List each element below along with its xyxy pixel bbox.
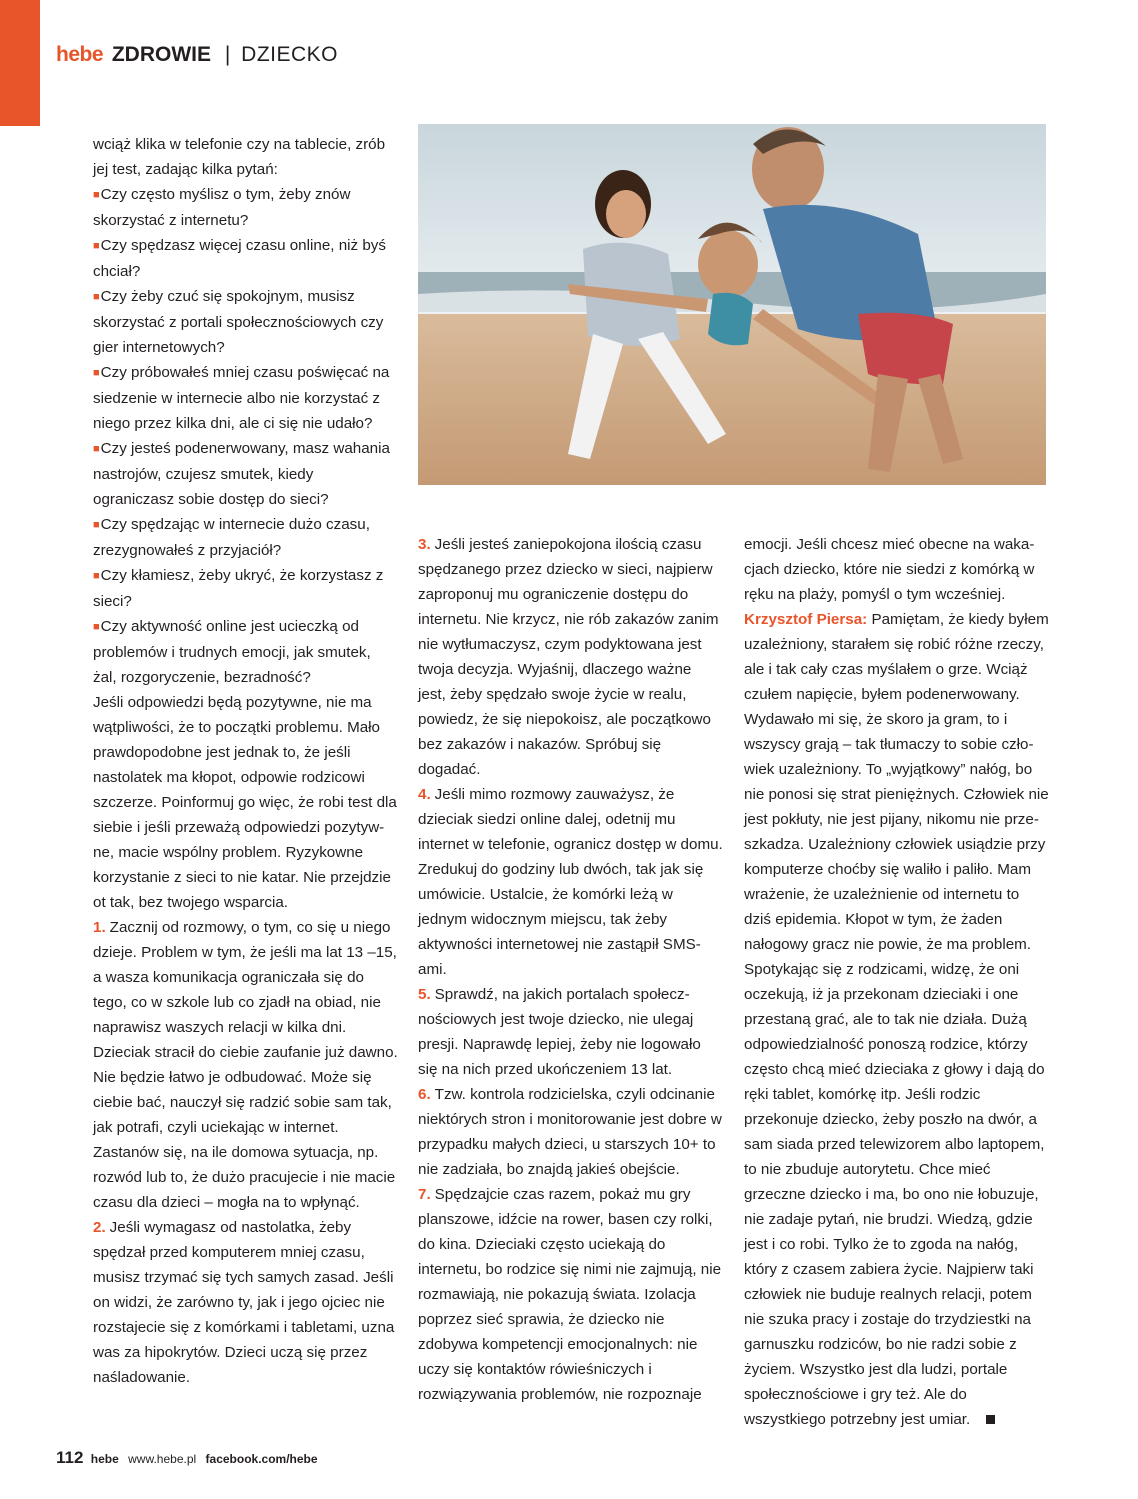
section-title: ZDROWIE [111, 43, 212, 66]
question-item: ■Czy aktywność online jest ucieczką od problemów i trudnych emocji, jak smutek, żal, rozgoryczenie, bezradność? [93, 618, 371, 686]
bullet-square-icon: ■ [93, 570, 100, 582]
brand-logo: hebe [56, 43, 104, 66]
end-square-icon [986, 1415, 995, 1424]
article-column-1 [93, 132, 398, 1390]
tip-number: 7. [418, 1186, 431, 1203]
question-item: ■Czy próbowałeś mniej czasu poświęcać na siedzenie w internecie albo nie korzystać z niego przez kilka dni, ale ci się nie udało? [93, 364, 390, 432]
question-item: ■Czy jesteś podenerwowany, masz wahania nastrojów, czujesz smutek, kiedy ograniczasz sobie dostęp do sieci? [93, 440, 390, 508]
tip-number: 6. [418, 1086, 431, 1103]
tip-number: 1. [93, 919, 106, 936]
bullet-square-icon: ■ [93, 519, 100, 531]
tip-number: 3. [418, 536, 431, 553]
body-paragraph: emocji. Jeśli chcesz mieć obecne na wakacjach dziecko, które nie siedzi z komórką w ręku na plaży, pomyśl o tym wcześniej. [744, 536, 1035, 603]
page-header [56, 42, 338, 68]
question-item: ■Czy spędzając w internecie dużo czasu, zrezygnowałeś z przyjaciół? [93, 516, 370, 559]
header-separator: | [224, 43, 231, 66]
bullet-square-icon: ■ [93, 189, 100, 201]
tip-item: 5. Sprawdź, na jakich portalach społecznościowych jest twoje dziecko, nie ulegaj presji. Naprawdę lepiej, żeby nie logowało się na nich przed ukończeniem 13 lat. [418, 986, 701, 1078]
bullet-square-icon: ■ [93, 240, 100, 252]
tip-number: 2. [93, 1219, 106, 1236]
tip-number: 5. [418, 986, 431, 1003]
tip-item: 1. Zacznij od rozmowy, o tym, co się u niego dzieje. Problem w tym, że jeśli ma lat 13 –15, a wasza komunikacja ograniczała się do tego, co w szkole lub co zjadł na obiad, nie naprawisz waszych relacji w kilka dni. Dzieciak stracił do ciebie zaufanie już dawno. Nie będzie łatwo je odbudować. Może się ciebie bać, nauczył się radzić sobie sam tak, jak potrafi, czyli uciekając w internet. Zastanów się, na ile domowa sytuacja, np. rozwód lub to, że dużo pracujecie i nie macie czasu dla dzieci – mogła na to wpłynąć. [93, 919, 398, 1211]
tip-item: 4. Jeśli mimo rozmowy zauważysz, że dzieciak siedzi online dalej, odetnij mu internet w telefonie, ogranicz dostęp w domu. Zredukuj do godziny lub dwóch, tak jak się umówicie. Ustalcie, że komórki leżą w jednym widocznym miejscu, tak żeby aktywności internetowej nie zastąpił SMS-ami. [418, 786, 723, 978]
bullet-square-icon: ■ [93, 367, 100, 379]
speaker-name: Krzysztof Piersa: [744, 611, 868, 628]
page-number: 112 [56, 1448, 84, 1467]
accent-bar [0, 0, 40, 126]
intro-text: wciąż klika w telefonie czy na tablecie, zrób jej test, zadając kilka pytań: [93, 136, 386, 178]
bullet-square-icon: ■ [93, 621, 100, 633]
tip-number: 4. [418, 786, 431, 803]
body-paragraph: Jeśli odpowiedzi będą pozytywne, nie ma wątpliwości, że to początki problemu. Mało prawdopodobne jest jednak to, że jeśli nastolatek ma kłopot, odpowie rodzicowi szczerze. Poinformuj go więc, że robi test dla siebie i jeśli przeważą odpowiedzi pozytywne, macie wspólny problem. Ryzykowne korzystanie z sieci to nie katar. Nie przejdzie ot tak, bez twojego wsparcia. [93, 694, 397, 911]
footer-brand: hebe [90, 1452, 119, 1466]
subsection-title: DZIECKO [241, 43, 339, 66]
question-item: ■Czy żeby czuć się spokojnym, musisz skorzystać z portali społecznościowych czy gier internetowych? [93, 288, 384, 356]
page-footer [56, 1448, 318, 1469]
facebook-link[interactable]: facebook.com/hebe [205, 1452, 318, 1466]
question-item: ■Czy często myślisz o tym, żeby znów skorzystać z internetu? [93, 186, 351, 229]
tip-item: 6. Tzw. kontrola rodzicielska, czyli odcinanie niektórych stron i monitorowanie jest dobre w przypadku małych dzieci, u starszych 10+ to nie zadziała, bo znajdą jakieś obejście. [418, 1086, 722, 1178]
tip-item: 2. Jeśli wymagasz od nastolatka, żeby spędzał przed komputerem mniej czasu, musisz trzymać się tych samych zasad. Jeśli on widzi, że zarówno ty, jak i jego ojciec nie rozstajecie się z komórkami i tabletami, uzna was za hipokrytów. Dzieci uczą się przez naśladowanie. [93, 1219, 395, 1386]
website-link[interactable]: www.hebe.pl [128, 1452, 197, 1466]
bullet-square-icon: ■ [93, 291, 100, 303]
question-item: ■Czy kłamiesz, żeby ukryć, że korzystasz z sieci? [93, 567, 384, 610]
quote-paragraph: Krzysztof Piersa: Pamiętam, że kiedy byłem uzależniony, starałem się robić różne rzeczy, ale i tak cały czas myślałem o grze. Wciąż czułem napięcie, byłem podenerwowany. Wydawało mi się, że skoro ja gram, to i wszyscy grają – tak tłumaczy to sobie człowiek uzależniony. To „wyjątkowy” nałóg, bo nie ponosi się strat pieniężnych. Człowiek nie jest pokłuty, nie jest pijany, nikomu nie przeszkadza. Uzależniony człowiek usiądzie przy komputerze choćby się waliło i paliło. Mam wrażenie, że uzależnienie od internetu to dziś epidemia. Kłopot w tym, że żaden nałogowy gracz nie powie, że ma problem. Spotykając się z rodzicami, widzę, że oni oczekują, iż ja przekonam dzieciaki i one przestaną grać, ale to tak nie działa. Dużą odpowiedzialność ponoszą rodzice, którzy często chcą mieć dzieciaka z głowy i dają do ręki tablet, komórkę itp. Jeśli rodzic przekonuje dziecko, żeby poszło na dwór, a sam siada przed telewizorem albo laptopem, to nie zbuduje autorytetu. Chce mieć grzeczne dziecko i ma, bo ono nie łobuzuje, nie zadaje pytań, nie brudzi. Wiedzą, gdzie jest i co robi. Tylko że to zgoda na nałóg, który z czasem zabiera życie. Najpierw taki człowiek nie buduje realnych relacji, potem nie szuka pracy i zostaje do trzydziestki na garnuszku rodziców, bo nie radzi sobie z życiem. Wszystko jest dla ludzi, portale społecznościowe i gry też. Ale do wszystkiego potrzebny jest umiar. [744, 611, 1049, 1428]
family-beach-photo [418, 124, 1046, 485]
bullet-square-icon: ■ [93, 443, 100, 455]
question-item: ■Czy spędzasz więcej czasu online, niż byś chciał? [93, 237, 386, 280]
tip-item: 3. Jeśli jesteś zaniepokojona ilością czasu spędzanego przez dziecko w sieci, najpierw zaproponuj mu ograniczenie dostępu do internetu. Nie krzycz, nie rób zakazów zanim nie wytłumaczysz, czym podyktowana jest twoja decyzja. Wyjaśnij, dlaczego ważne jest, żeby spędzało swoje życie w realu, powiedz, że się niepokoisz, ale początkowo bez zakazów i nakazów. Spróbuj się dogadać. [418, 536, 719, 778]
tip-item: 7. Spędzajcie czas razem, pokaż mu gry planszowe, idźcie na rower, basen czy rolki, do kina. Dzieciaki często uciekają do internetu, bo rodzice się nimi nie zajmują, nie rozmawiają, nie pokazują świata. Izolacja poprzez sieć sprawia, że dziecko nie zdobywa kompetencji emocjonalnych: nie uczy się kontaktów rówieśniczych i rozwiązywania problemów, nie rozpoznaje [418, 1186, 722, 1403]
article-column-3 [744, 532, 1049, 1432]
article-column-2 [418, 532, 723, 1407]
